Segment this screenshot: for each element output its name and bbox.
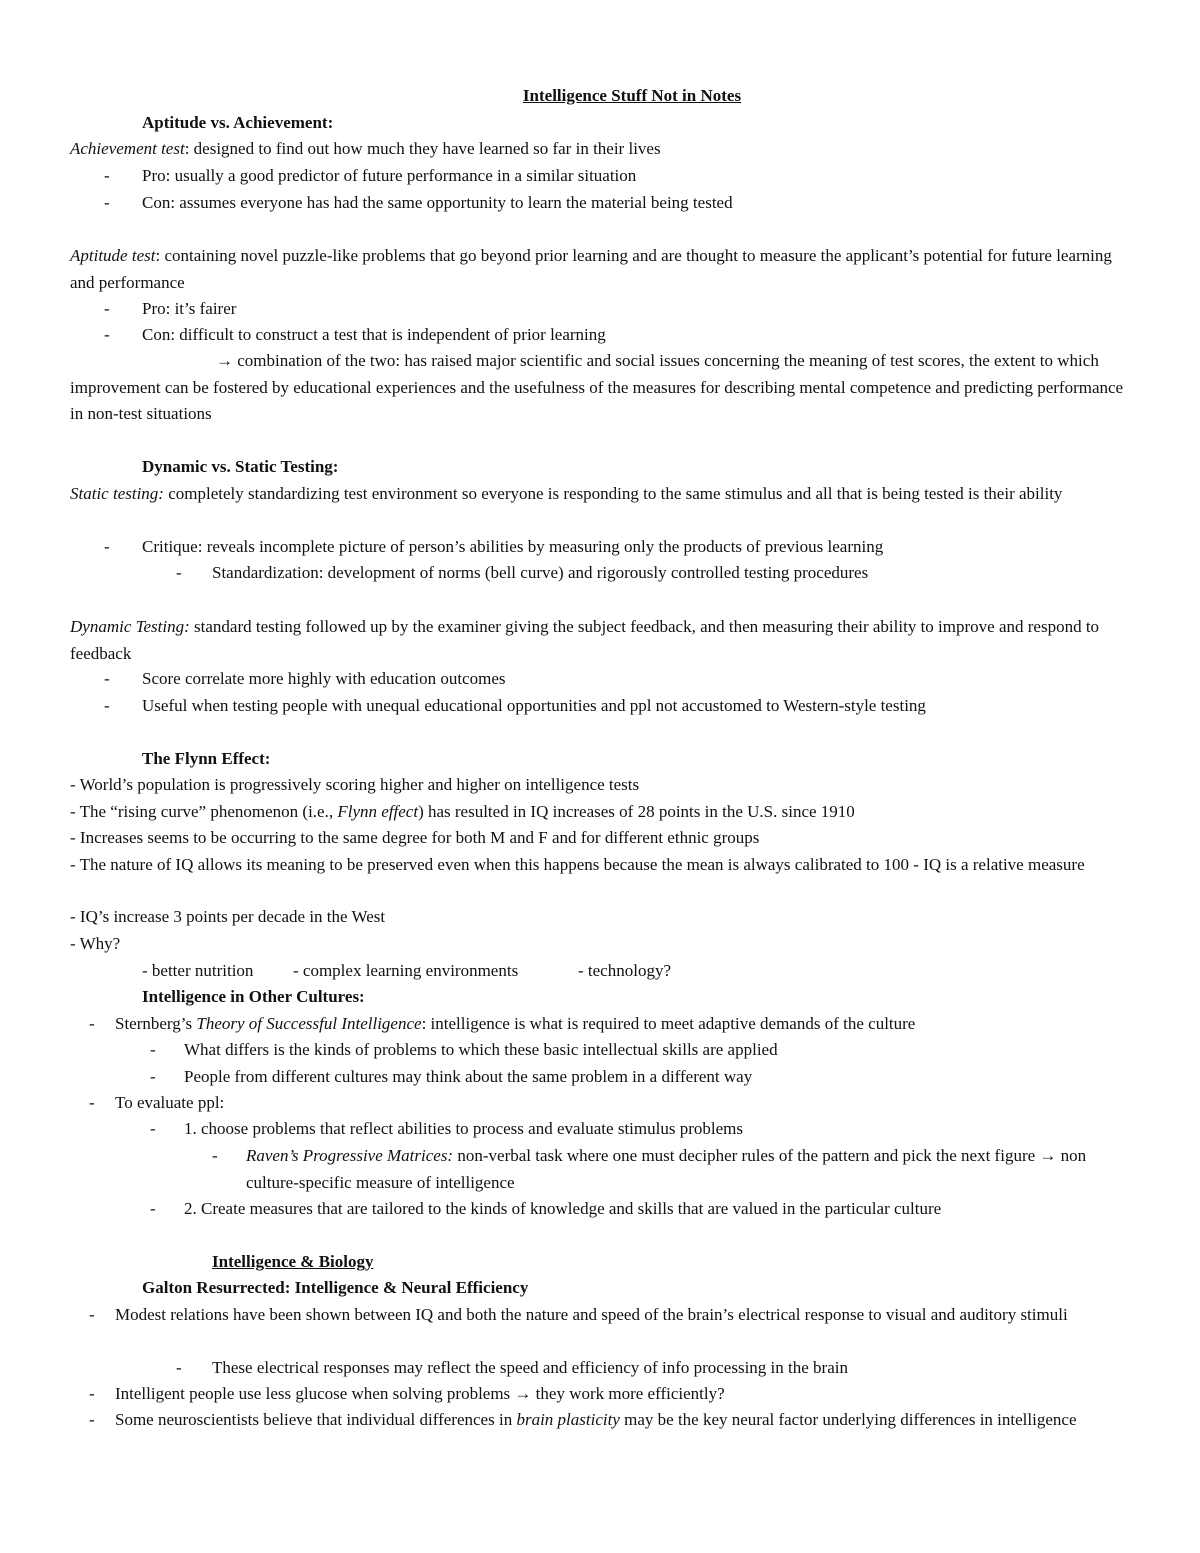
achievement-test-text: : designed to find out how much they have learned so far in their lives <box>184 139 661 158</box>
bullet-dash: - <box>176 1358 182 1377</box>
static-testing-definition <box>70 481 1130 508</box>
brain-plasticity-term: brain plasticity <box>516 1410 620 1429</box>
bullet-dash: - <box>212 1146 218 1165</box>
bullet-dash: - <box>104 325 110 344</box>
flynn-bullet-4: - The nature of IQ allows its meaning to be preserved even when this happens because the mean is always calibrated to 100 - IQ is a relative measure <box>70 855 1085 874</box>
bullet-dash: - <box>104 299 110 318</box>
choose-problems: 1. choose problems that reflect abilities to process and evaluate stimulus problems <box>184 1119 743 1138</box>
bullet-dash: - <box>104 669 110 688</box>
modest-relations: Modest relations have been shown between IQ and both the nature and speed of the brain’s electrical response to visual and auditory stimuli <box>115 1305 1068 1324</box>
ravens-matrices-term: Raven’s Progressive Matrices: <box>246 1146 454 1165</box>
what-differs: What differs is the kinds of problems to which these basic intellectual skills are applied <box>184 1040 778 1059</box>
create-measures: 2. Create measures that are tailored to the kinds of knowledge and skills that are valued in the particular culture <box>184 1199 942 1218</box>
heading-flynn-effect: The Flynn Effect: <box>142 749 271 768</box>
plasticity-post: may be the key neural factor underlying differences in intelligence <box>619 1410 1077 1429</box>
plasticity-pre: Some neuroscientists believe that individual differences in <box>115 1410 517 1429</box>
heading-intelligence-biology: Intelligence & Biology <box>212 1252 374 1271</box>
dynamic-testing-text: standard testing followed up by the examiner giving the subject feedback, and then measuring their ability to improve and respond to feedback <box>70 617 1100 663</box>
aptitude-test-text: : containing novel puzzle-like problems that go beyond prior learning and are thought to measure the applicant’s potential for future learning and performance <box>70 246 1112 292</box>
flynn-bullet-6: - Why? <box>70 934 121 953</box>
achievement-con: Con: assumes everyone has had the same opportunity to learn the material being tested <box>142 193 733 212</box>
bullet-dash: - <box>150 1040 156 1059</box>
bullet-dash: - <box>104 166 110 185</box>
ravens-matrices-text: non-verbal task where one must decipher rules of the pattern and pick the next figure → non culture-specific measure of intelligence <box>246 1146 1087 1192</box>
dynamic-testing-term: Dynamic Testing: <box>70 617 190 636</box>
bullet-dash: - <box>150 1067 156 1086</box>
bullet-dash: - <box>89 1305 95 1324</box>
bullet-dash: - <box>150 1119 156 1138</box>
sternberg-theory-term: Theory of Successful Intelligence <box>196 1014 422 1033</box>
dynamic-score: Score correlate more highly with education outcomes <box>142 669 506 688</box>
static-testing-text: completely standardizing test environment so everyone is responding to the same stimulus and all that is being tested is their ability <box>163 484 1063 503</box>
brain-plasticity <box>115 1407 1115 1434</box>
sternberg-post: : intelligence is what is required to meet adaptive demands of the culture <box>421 1014 916 1033</box>
bullet-dash: - <box>150 1199 156 1218</box>
achievement-pro: Pro: usually a good predictor of future performance in a similar situation <box>142 166 637 185</box>
why-technology: - technology? <box>578 961 671 980</box>
flynn-bullet-2-pre: - The “rising curve” phenomenon (i.e., <box>70 802 338 821</box>
people-cultures: People from different cultures may think about the same problem in a different way <box>184 1067 753 1086</box>
bullet-dash: - <box>176 563 182 582</box>
flynn-bullet-1: - World’s population is progressively scoring higher and higher on intelligence tests <box>70 775 640 794</box>
aptitude-pro: Pro: it’s fairer <box>142 299 237 318</box>
bullet-dash: - <box>89 1384 95 1403</box>
dynamic-testing-definition <box>70 614 1130 667</box>
heading-other-cultures: Intelligence in Other Cultures: <box>142 987 365 1006</box>
aptitude-test-term: Aptitude test <box>70 246 156 265</box>
static-testing-term: Static testing: <box>70 484 164 503</box>
static-critique: Critique: reveals incomplete picture of person’s abilities by measuring only the products of previous learning <box>142 537 884 556</box>
electrical-responses: These electrical responses may reflect the speed and efficiency of info processing in the brain <box>212 1358 848 1377</box>
flynn-bullet-5: - IQ’s increase 3 points per decade in the West <box>70 907 386 926</box>
flynn-bullet-2-post: ) has resulted in IQ increases of 28 points in the U.S. since 1910 <box>418 802 855 821</box>
bullet-dash: - <box>89 1410 95 1429</box>
heading-aptitude-achievement: Aptitude vs. Achievement: <box>142 113 334 132</box>
aptitude-test-definition <box>70 243 1130 296</box>
document-title: Intelligence Stuff Not in Notes <box>522 86 742 105</box>
bullet-dash: - <box>104 537 110 556</box>
glucose-use: Intelligent people use less glucose when solving problems → they work more efficiently? <box>115 1384 725 1403</box>
sternberg-theory <box>115 1011 1175 1038</box>
ravens-matrices <box>246 1143 1116 1196</box>
combination-note: → combination of the two: has raised major scientific and social issues concerning the meaning of test scores, the extent to which improvement can be fostered by educational experiences and the usefulness of the measures for describing mental competence and predicting performance in non-test situations <box>70 351 1124 423</box>
heading-galton-resurrected: Galton Resurrected: Intelligence & Neural Efficiency <box>142 1278 529 1297</box>
bullet-dash: - <box>104 193 110 212</box>
why-nutrition: - better nutrition <box>142 961 254 980</box>
aptitude-con: Con: difficult to construct a test that is independent of prior learning <box>142 325 606 344</box>
achievement-test-definition <box>70 136 1130 163</box>
why-environments: - complex learning environments <box>293 961 519 980</box>
sternberg-pre: Sternberg’s <box>115 1014 197 1033</box>
dynamic-useful: Useful when testing people with unequal educational opportunities and ppl not accustomed to Western-style testing <box>142 696 926 715</box>
bullet-dash: - <box>104 696 110 715</box>
bullet-dash: - <box>89 1093 95 1112</box>
standardization-note: Standardization: development of norms (bell curve) and rigorously controlled testing procedures <box>212 563 869 582</box>
flynn-bullet-3: - Increases seems to be occurring to the same degree for both M and F and for different ethnic groups <box>70 828 760 847</box>
achievement-test-term: Achievement test <box>70 139 185 158</box>
to-evaluate: To evaluate ppl: <box>115 1093 225 1112</box>
heading-dynamic-static: Dynamic vs. Static Testing: <box>142 457 339 476</box>
bullet-dash: - <box>89 1014 95 1033</box>
flynn-effect-term: Flynn effect <box>337 802 419 821</box>
flynn-bullet-2 <box>70 799 1130 826</box>
